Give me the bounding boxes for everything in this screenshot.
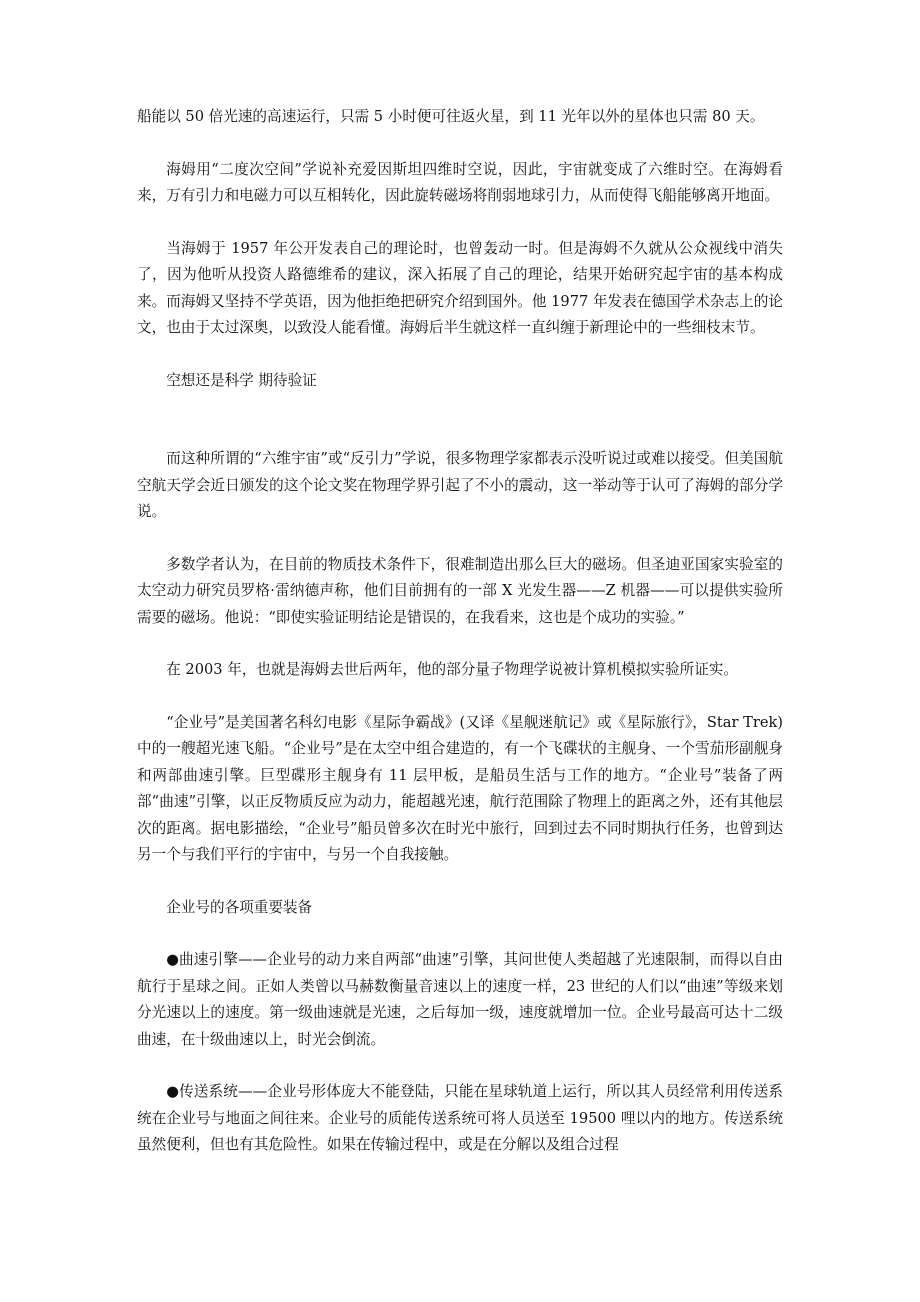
paragraph-8: ●曲速引擎——企业号的动力来自两部“曲速”引擎，其问世使人类超越了光速限制，而得以自由航行于星球之间。正如人类曾以马赫数衡量音速以上的速度一样，23 世纪的人们以“曲速”等级来划分光速以上的速度。第一级曲速就是光速，之后每加一级，速度就增加一位。企业号最高可达十二级曲速，在十级曲速以上，时光会倒流。 <box>137 951 783 1048</box>
section-heading-1: 空想还是科学 期待验证 <box>166 371 317 389</box>
paragraph-4: 而这种所谓的“六维宇宙”或“反引力”学说，很多物理学家都表示没听说过或难以接受。但美国航空航天学会近日颁发的这个论文奖在物理学界引起了不小的震动，这一举动等于认可了海姆的部分学说。 <box>137 450 783 520</box>
paragraph-9: ●传送系统——企业号形体庞大不能登陆，只能在星球轨道上运行，所以其人员经常利用传送系统在企业号与地面之间往来。企业号的质能传送系统可将人员送至 19500 哩以内的地方。传送系统虽然便利，但也有其危险性。如果在传输过程中，或是在分解以及组合过程 <box>137 1083 783 1153</box>
paragraph-1: 船能以 50 倍光速的高速运行，只需 5 小时便可往返火星，到 11 光年以外的星体也只需 80 天。 <box>137 108 765 125</box>
paragraph-2: 海姆用“二度次空间”学说补充爱因斯坦四维时空说，因此，宇宙就变成了六维时空。在海姆看来，万有引力和电磁力可以互相转化，因此旋转磁场将削弱地球引力，从而使得飞船能够离开地面。 <box>137 160 783 204</box>
paragraph-5: 多数学者认为，在目前的物质技术条件下，很难制造出那么巨大的磁场。但圣迪亚国家实验室的太空动力研究员罗格·雷纳德声称，他们目前拥有的一部 X 光发生器——Z 机器——可以提供实验所需要的磁场。他说：“即使实验证明结论是错误的，在我看来，这也是个成功的实验。” <box>137 555 783 626</box>
section-heading-2: 企业号的各项重要装备 <box>166 898 313 916</box>
paragraph-6: 在 2003 年，也就是海姆去世后两年，他的部分量子物理学说被计算机模拟实验所证实。 <box>166 661 738 678</box>
paragraph-7: “企业号”是美国著名科幻电影《星际争霸战》(又译《星舰迷航记》或《星际旅行》，Star Trek)中的一艘超光速飞船。“企业号”是在太空中组合建造的，有一个飞碟状的主舰身、一个雪茄形副舰身和两部曲速引擎。巨型碟形主舰身有 11 层甲板，是船员生活与工作的地方。“企业号”装备了两部“曲速”引擎，以正反物质反应为动力，能超越光速，航行范围除了物理上的距离之外，还有其他层次的距离。据电影描绘，“企业号”船员曾多次在时光中旅行，回到过去不同时期执行任务，也曾到达另一个与我们平行的宇宙中，与另一个自我接触。 <box>137 713 783 863</box>
document-page <box>137 104 783 1185</box>
paragraph-3: 当海姆于 1957 年公开发表自己的理论时，也曾轰动一时。但是海姆不久就从公众视线中消失了，因为他听从投资人路德维希的建议，深入拓展了自己的理论，结果开始研究起宇宙的基本构成来。而海姆又坚持不学英语，因为他拒绝把研究介绍到国外。他 1977 年发表在德国学术杂志上的论文，也由于太过深奥，以致没人能看懂。海姆后半生就这样一直纠缠于新理论中的一些细枝末节。 <box>137 239 783 336</box>
